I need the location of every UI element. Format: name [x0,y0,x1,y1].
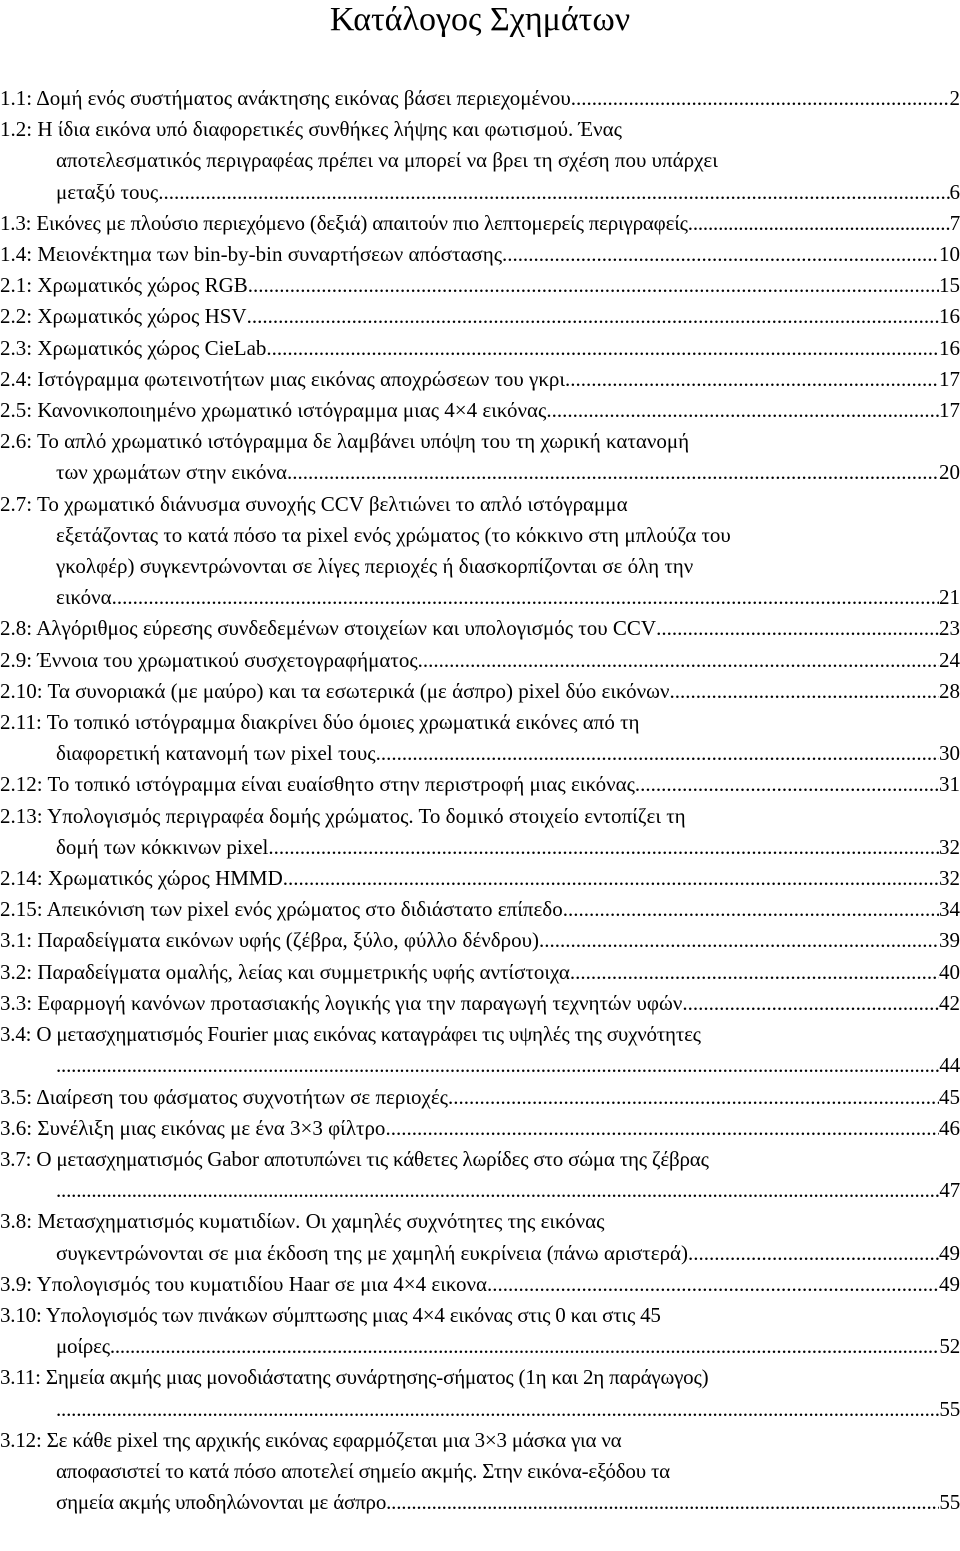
toc-entry [0,1300,960,1362]
dot-leader [247,301,939,332]
figure-number: 3.3: [0,990,38,1015]
caption-line: Υπολογισμός περιγραφέα δομής χρώματος. Το δομικό στοιχείο εντοπίζει τη [47,803,686,828]
caption-line: 2.9: Έννοια του χρωματικού συσχετογραφήματος [0,647,418,672]
dot-leader [268,832,939,863]
caption-line: 1.1: Δομή ενός συστήματος ανάκτησης εικόνας βάσει περιεχομένου [0,86,571,110]
toc-entry [0,1425,960,1519]
caption-line: 3.9: Υπολογισμός του κυματιδίου Haar σε μια 4×4 εικονα [0,1271,487,1296]
page-number: 34 [939,897,960,922]
figure-number: 2.6: [0,429,37,454]
caption-line: 2.3: Χρωματικός χώρος CieLab [0,335,267,360]
caption-line: μοίρες [56,1334,110,1359]
toc-entry [0,645,960,676]
toc-entry [0,1269,960,1300]
dot-leader [266,333,939,364]
toc-entry [0,957,960,988]
toc-entry [0,925,960,956]
figure-number: 2.9: [0,647,38,672]
figure-number: 3.7: [0,1146,37,1171]
caption-line: εικόνα [56,585,112,610]
page-number: 10 [939,242,960,267]
toc-entry [0,1019,960,1081]
toc-entry [0,489,960,614]
page-number: 20 [939,460,960,485]
page-number: 21 [939,585,960,610]
dot-leader [287,457,939,488]
figure-number: 3.2: [0,959,38,984]
dot-leader [56,1394,939,1425]
caption-line: Το τοπικό ιστόγραμμα διακρίνει δύο όμοιες χρωματικά εικόνες από τη [46,710,640,735]
figure-number: 1.3: [0,210,37,235]
dot-leader [539,925,939,956]
page-number: 55 [939,1490,960,1515]
caption-line: 3.2: Παραδείγματα ομαλής, λείας και συμμετρικής υφής αντίστοιχα [0,959,570,984]
page-number: 16 [939,304,960,329]
page-number: 32 [939,866,960,891]
dot-leader [385,1113,939,1144]
toc-entry [0,83,960,114]
page-number: 6 [949,179,960,204]
figure-number: 3.10: [0,1302,46,1327]
caption-line: 2.2: Χρωματικός χώρος HSV [0,304,247,329]
toc-entry [0,769,960,800]
dot-leader [158,177,949,208]
page-number: 15 [939,273,960,298]
toc-entry [0,270,960,301]
toc-entry [0,1113,960,1144]
page-number: 7 [949,210,960,235]
dot-leader [376,738,939,769]
figure-number: 3.9: [0,1271,37,1296]
toc-entry [0,988,960,1019]
page-number: 52 [939,1334,960,1359]
caption-line: εξετάζοντας το κατά πόσο τα pixel ενός χρώματος (το κόκκινο στη μπλούζα του [56,522,731,547]
toc-entry [0,239,960,270]
figure-number: 2.5: [0,398,38,423]
toc-entry [0,333,960,364]
figure-number: 2.15: [0,897,47,922]
caption-line: 2.4: Ιστόγραμμα φωτεινοτήτων μιας εικόνας αποχρώσεων του γκρι [0,366,566,391]
figure-number: 3.8: [0,1209,38,1234]
caption-line: 2.5: Κανονικοποιημένο χρωματικό ιστόγραμμα μιας 4×4 εικόνας [0,398,547,423]
caption-line: 3.6: Συνέλιξη μιας εικόνας με ένα 3×3 φίλτρο [0,1115,386,1140]
figure-number: 2.7: [0,491,37,516]
dot-leader [570,957,939,988]
toc-entry [0,1082,960,1113]
dot-leader [656,613,939,644]
caption-line: Ο μετασχηματισμός Fourier μιας εικόνας καταγράφει τις υψηλές της συχνότητες [36,1022,701,1047]
caption-line: αποτελεσματικός περιγραφέας πρέπει να μπορεί να βρει τη σχέση που υπάρχει [56,148,718,173]
dot-leader [448,1082,939,1113]
figure-number: 3.5: [0,1084,37,1109]
toc-entry [0,395,960,426]
dot-leader [487,1269,939,1300]
caption-line: 2.1: Χρωματικός χώρος RGB [0,273,248,298]
page-number: 31 [939,772,960,797]
figure-number: 3.6: [0,1115,38,1140]
page-number: 47 [939,1178,960,1203]
dot-leader [283,863,939,894]
caption-line: Η ίδια εικόνα υπό διαφορετικές συνθήκες λήψης και φωτισμού. Ένας [37,117,622,142]
page-number: 30 [939,741,960,766]
dot-leader [56,1175,939,1206]
figure-number: 2.10: [0,678,48,703]
dot-leader [563,894,939,925]
caption-line: Σημεία ακμής μιας μονοδιάστατης συνάρτησης-σήματος (1η και 2η παράγωγος) [45,1365,709,1390]
figure-number: 2.8: [0,616,37,641]
figure-number: 2.1: [0,273,38,298]
caption-line: 1.4: Μειονέκτημα των bin-by-bin συναρτήσεων απόστασης [0,242,503,267]
caption-line: διαφορετική κατανομή των pixel τους [56,741,376,766]
toc-entry [0,801,960,863]
toc-entry [0,364,960,395]
figure-number: 2.12: [0,772,48,797]
figure-number: 2.13: [0,803,48,828]
figure-number: 2.4: [0,366,38,391]
toc-entry [0,301,960,332]
caption-line: Το χρωματικό διάνυσμα συνοχής CCV βελτιώνει το απλό ιστόγραμμα [36,491,628,516]
page-number: 39 [939,928,960,953]
page-number: 23 [939,616,960,641]
caption-line: 3.1: Παραδείγματα εικόνων υφής (ζέβρα, ξύλο, φύλλο δένδρου) [0,928,540,953]
toc-entry [0,1144,960,1206]
figure-number: 3.1: [0,928,38,953]
caption-line: δομή των κόκκινων pixel [56,834,269,859]
dot-leader [688,208,950,239]
dot-leader [110,1331,940,1362]
dot-leader [418,645,939,676]
figure-number: 2.14: [0,866,48,891]
dot-leader [248,270,939,301]
page-number: 44 [939,1053,960,1078]
toc-entry [0,613,960,644]
caption-line: 2.12: Το τοπικό ιστόγραμμα είναι ευαίσθητο στην περιστροφή μιας εικόνας [0,772,635,797]
caption-line: Μετασχηματισμός κυματιδίων. Οι χαμηλές συχνότητες της εικόνας [37,1209,605,1234]
caption-line: των χρωμάτων στην εικόνα [56,460,287,485]
page-title: Κατάλογος Σχημάτων [329,1,631,38]
page-number: 46 [939,1115,960,1140]
toc-entry [0,114,960,208]
caption-line: 2.14: Χρωματικός χώρος HMMD [0,866,283,891]
caption-line: 2.10: Τα συνοριακά (με μαύρο) και τα εσωτερικά (με άσπρο) pixel δύο εικόνων [0,678,670,703]
caption-line: γκολφέρ) συγκεντρώνονται σε λίγες περιοχές ή διασκορπίζονται σε όλη την [56,554,694,579]
figure-number: 2.3: [0,335,38,360]
caption-line: αποφασιστεί το κατά πόσο αποτελεί σημείο ακμής. Στην εικόνα-εξόδου τα [56,1458,670,1483]
dot-leader [112,582,939,613]
caption-line: 2.8: Αλγόριθμος εύρεσης συνδεδεμένων στοιχείων και υπολογισμός του CCV [0,616,657,641]
caption-line: Σε κάθε pixel της αρχικής εικόνας εφαρμόζεται μια 3×3 μάσκα για να [46,1427,622,1452]
figure-number: 2.11: [0,710,47,735]
toc-entry [0,676,960,707]
page-number: 16 [939,335,960,360]
caption-line: 3.5: Διαίρεση του φάσματος συχνοτήτων σε περιοχές [0,1084,448,1109]
dot-leader [682,988,939,1019]
toc-entry [0,1206,960,1268]
caption-line: 3.3: Εφαρμογή κανόνων προτασιακής λογικής για την παραγωγή τεχνητών υφών [0,990,683,1015]
dot-leader [635,769,939,800]
dot-leader [669,676,939,707]
page-number: 42 [939,990,960,1015]
dot-leader [546,395,939,426]
figure-number: 3.11: [0,1365,46,1390]
toc-entry [0,1362,960,1424]
toc-entry [0,894,960,925]
toc-entry [0,863,960,894]
dot-leader [688,1238,939,1269]
page-number: 32 [939,834,960,859]
toc-entry [0,426,960,488]
page-number: 55 [939,1396,960,1421]
caption-line: Ο μετασχηματισμός Gabor αποτυπώνει τις κάθετες λωρίδες στο σώμα της ζέβρας [36,1146,709,1171]
page-number: 28 [939,678,960,703]
dot-leader [56,1050,939,1081]
dot-leader [571,83,950,114]
table-of-figures [0,83,960,1518]
caption-line: συγκεντρώνονται σε μια έκδοση της με χαμηλή ευκρίνεια (πάνω αριστερά) [56,1240,689,1265]
caption-line: σημεία ακμής υποδηλώνονται με άσπρο. [56,1490,392,1515]
caption-line: Το απλό χρωματικό ιστόγραμμα δε λαμβάνει υπόψη του τη χωρική κατανομή [36,429,690,454]
figure-number: 1.2: [0,117,38,142]
caption-line: μεταξύ τους [56,179,159,204]
figure-number: 2.2: [0,304,38,329]
caption-line: 1.3: Εικόνες με πλούσιο περιεχόμενο (δεξιά) απαιτούν πιο λεπτομερείς περιγραφείς [0,210,688,235]
page-number: 2 [949,86,960,110]
page-number: 17 [939,398,960,423]
figure-number: 1.4: [0,242,38,267]
caption-line: 2.15: Απεικόνιση των pixel ενός χρώματος στο διδιάστατο επίπεδο [0,897,563,922]
page-number: 17 [939,366,960,391]
figure-number: 3.4: [0,1022,37,1047]
dot-leader [391,1487,939,1518]
figure-number: 1.1: [0,86,37,110]
page-number: 49 [939,1240,960,1265]
dot-leader [502,239,939,270]
dot-leader [565,364,939,395]
figure-number: 3.12: [0,1427,47,1452]
page-number: 45 [939,1084,960,1109]
toc-entry [0,208,960,239]
page-number: 40 [939,959,960,984]
toc-entry [0,707,960,769]
page-number: 49 [939,1271,960,1296]
page-number: 24 [939,647,960,672]
caption-line: Υπολογισμός των πινάκων σύμπτωσης μιας 4×4 εικόνας στις 0 και στις 45 [45,1302,661,1327]
